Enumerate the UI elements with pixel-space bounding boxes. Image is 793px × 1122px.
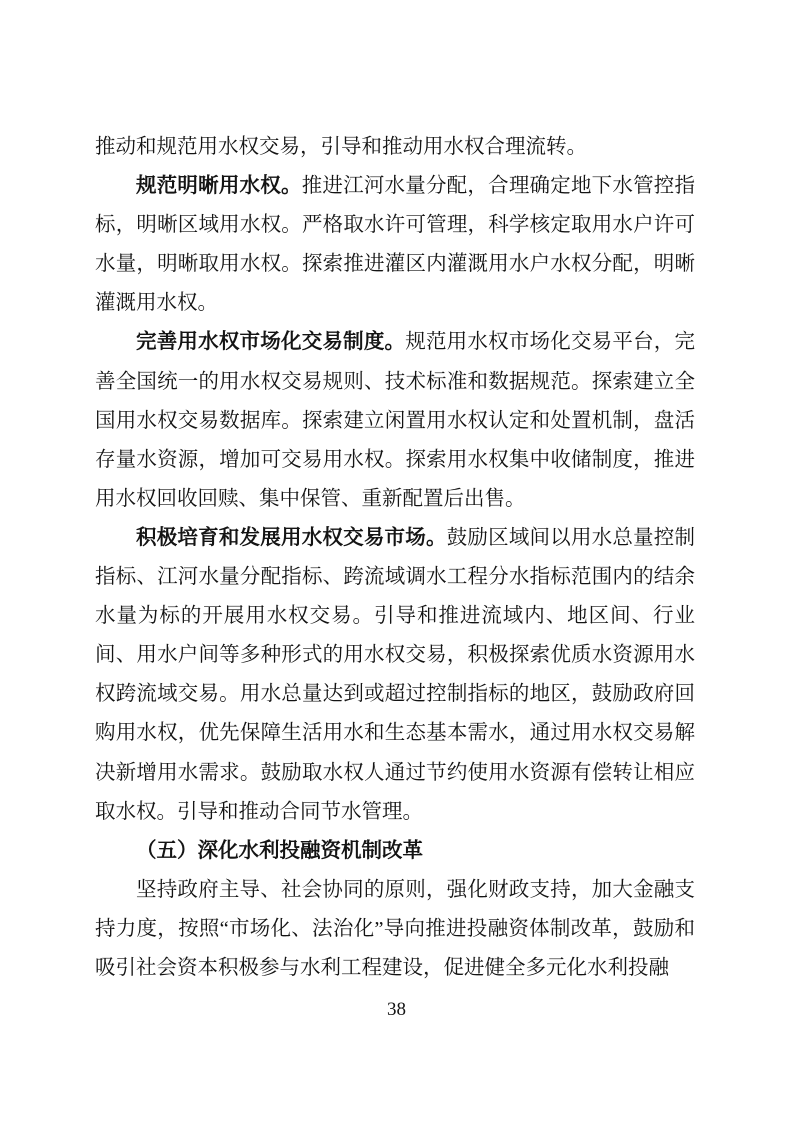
section-heading-text: （五）深化水利投融资机制改革 [136, 839, 423, 862]
paragraph-text: 坚持政府主导、社会协同的原则，强化财政支持，加大金融支持力度，按照“市场化、法治化”导向推进投融资体制改革，鼓励和吸引社会资本积极参与水利工程建设，促进健全多元化水利投融 [95, 878, 695, 979]
paragraph-cultivate-trading-market [95, 519, 695, 832]
paragraph-lead: 积极培育和发展用水权交易市场。 [136, 526, 447, 549]
paragraph-clarify-water-rights [95, 167, 695, 323]
paragraph-text: 推动和规范用水权交易，引导和推动用水权合理流转。 [95, 136, 587, 158]
paragraph-market-trading-system [95, 323, 695, 518]
document-body [95, 128, 695, 988]
paragraph-text: 推进江河水量分配，合理确定地下水管控指标，明晰区域用水权。严格取水许可管理，科学核定取用水户许可水量，明晰取用水权。探索推进灌区内灌溉用水户水权分配，明晰灌溉用水权。 [95, 175, 696, 315]
page-number: 38 [387, 999, 406, 1020]
section-heading-five [95, 832, 695, 871]
paragraph-investment-financing [95, 871, 695, 988]
paragraph-lead: 规范明晰用水权。 [136, 175, 302, 198]
paragraph-text: 规范用水权市场化交易平台，完善全国统一的用水权交易规则、技术标准和数据规范。探索建立全国用水权交易数据库。探索建立闲置用水权认定和处置机制，盘活存量水资源，增加可交易用水权。探索用水权集中收储制度，推进用水权回收回赎、集中保管、重新配置后出售。 [95, 331, 695, 510]
paragraph-lead: 完善用水权市场化交易制度。 [136, 331, 406, 354]
paragraph-text: 鼓励区域间以用水总量控制指标、江河水量分配指标、跨流域调水工程分水指标范围内的结余水量为标的开展用水权交易。引导和推进流域内、地区间、行业间、用水户间等多种形式的用水权交易，积极探索优质水资源用水权跨流域交易。用水总量达到或超过控制指标的地区，鼓励政府回购用水权，优先保障生活用水和生态基本需水，通过用水权交易解决新增用水需求。鼓励取水权人通过节约使用水资源有偿转让相应取水权。引导和推动合同节水管理。 [95, 526, 696, 823]
paragraph-continuation [95, 128, 695, 167]
